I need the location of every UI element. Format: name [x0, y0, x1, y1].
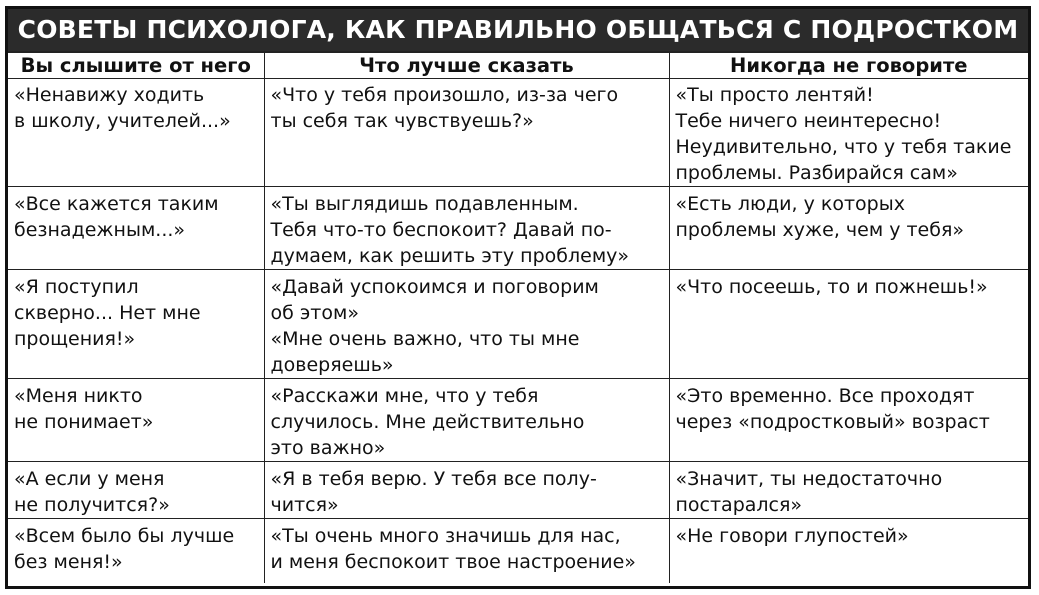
table-row	[8, 270, 1028, 379]
cell-line: не понимает»	[14, 411, 154, 433]
cell-line: «А если у меня	[14, 468, 165, 490]
cell-line: ты себя так чувствуешь?»	[270, 110, 534, 132]
cell-line: не получится?»	[14, 494, 170, 516]
cell-say	[264, 187, 669, 270]
cell-hear	[8, 519, 264, 584]
cell-line: «Я в тебя верю. У тебя все полу-	[270, 468, 597, 490]
cell-hear	[8, 79, 264, 187]
cell-line: без меня!»	[14, 551, 123, 573]
cell-say	[264, 270, 669, 379]
cell-never	[669, 519, 1028, 584]
cell-line: Тебя что-то беспокоит? Давай по-	[270, 219, 612, 241]
cell-say	[264, 519, 669, 584]
table-row	[8, 187, 1028, 270]
cell-line: Неудивительно, что у тебя такие	[675, 136, 1012, 158]
cell-line: и меня беспокоит твое настроение»	[270, 551, 636, 573]
cell-never	[669, 187, 1028, 270]
cell-line: чится»	[270, 494, 339, 516]
cell-line: «Ты очень много значишь для нас,	[270, 525, 621, 547]
advice-table	[8, 51, 1028, 583]
cell-line: прощения!»	[14, 328, 136, 350]
advice-table-frame	[5, 6, 1031, 589]
cell-hear	[8, 270, 264, 379]
cell-never	[669, 79, 1028, 187]
cell-line: «Давай успокоимся и поговорим	[270, 276, 599, 298]
column-header-never: Никогда не говорите	[669, 52, 1028, 79]
cell-line: «Что посеешь, то и пожнешь!»	[675, 276, 988, 298]
column-header-say: Что лучше сказать	[264, 52, 669, 79]
cell-line: безнадежным...»	[14, 219, 186, 241]
cell-line: Тебе ничего неинтересно!	[675, 110, 942, 132]
column-header-hear: Вы слышите от него	[8, 52, 264, 79]
cell-say	[264, 79, 669, 187]
cell-line: это важно»	[270, 437, 386, 459]
cell-line: «Ненавижу ходить	[14, 84, 205, 106]
header-row	[8, 52, 1028, 79]
cell-line: проблемы хуже, чем у тебя»	[675, 219, 965, 241]
cell-line: в школу, учителей...»	[14, 110, 231, 132]
table-row	[8, 379, 1028, 462]
cell-line: об этом»	[270, 302, 359, 324]
table-row	[8, 79, 1028, 187]
cell-hear	[8, 462, 264, 519]
cell-line: «Расскажи мне, что у тебя	[270, 385, 539, 407]
cell-line: «Это временно. Все проходят	[675, 385, 975, 407]
cell-line: «Меня никто	[14, 385, 143, 407]
cell-line: постарался»	[675, 494, 803, 516]
cell-line: «Что у тебя произошло, из-за чего	[270, 84, 619, 106]
cell-line: «Есть люди, у которых	[675, 193, 905, 215]
cell-line: случилось. Мне действительно	[270, 411, 585, 433]
cell-line: доверяешь»	[270, 354, 394, 376]
cell-hear	[8, 379, 264, 462]
cell-line: «Значит, ты недостаточно	[675, 468, 943, 490]
cell-line: думаем, как решить эту проблему»	[270, 245, 630, 267]
cell-never	[669, 379, 1028, 462]
cell-line: «Не говори глупостей»	[675, 525, 909, 547]
cell-say	[264, 462, 669, 519]
cell-line: «Я поступил	[14, 276, 139, 298]
cell-line: «Ты выглядишь подавленным.	[270, 193, 579, 215]
cell-say	[264, 379, 669, 462]
cell-line: «Ты просто лентяй!	[675, 84, 874, 106]
cell-never	[669, 462, 1028, 519]
cell-line: проблемы. Разбирайся сам»	[675, 162, 958, 184]
cell-line: скверно... Нет мне	[14, 302, 201, 324]
cell-hear	[8, 187, 264, 270]
table-title: СОВЕТЫ ПСИХОЛОГА, КАК ПРАВИЛЬНО ОБЩАТЬСЯ С ПОДРОСТКОМ	[8, 9, 1028, 51]
cell-line: через «подростковый» возраст	[675, 411, 990, 433]
cell-never	[669, 270, 1028, 379]
table-row	[8, 519, 1028, 584]
cell-line: «Все кажется таким	[14, 193, 219, 215]
cell-line: «Всем было бы лучше	[14, 525, 235, 547]
table-row	[8, 462, 1028, 519]
cell-line: «Мне очень важно, что ты мне	[270, 328, 580, 350]
